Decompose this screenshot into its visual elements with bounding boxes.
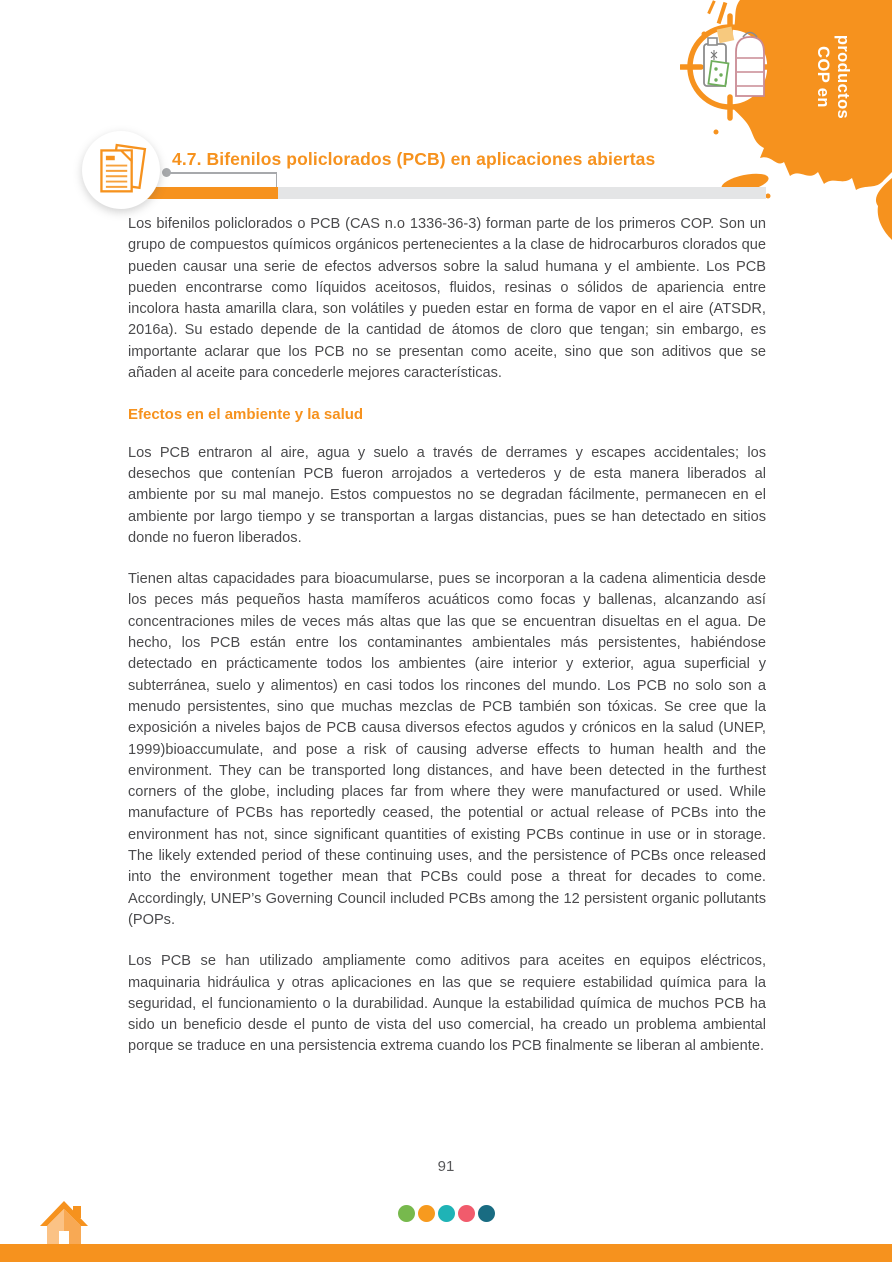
section-header-badge xyxy=(82,131,160,209)
footer-dot xyxy=(458,1205,475,1222)
footer-dot xyxy=(438,1205,455,1222)
footer-dot xyxy=(478,1205,495,1222)
section-progress-bar-filled xyxy=(140,187,278,199)
home-button[interactable] xyxy=(38,1201,90,1245)
header-connector-dot xyxy=(162,168,171,177)
documents-icon xyxy=(89,138,153,202)
corner-tab-line1: COP en xyxy=(813,46,832,108)
page-number: 91 xyxy=(437,1158,455,1175)
subsection-heading: Efectos en el ambiente y la salud xyxy=(128,406,364,424)
footer-dot xyxy=(418,1205,435,1222)
paragraph-effects-1: Los PCB entraron al aire, agua y suelo a través de derrames y escapes accidentales; los desechos que contenían PCB fueron arrojados a vertederos y de esta manera liberados al ambiente por su mal manejo. Estos compuestos no se degradan fácilmente, permanecen en el ambiente por largo tiempo y se transportan a largas distancias, pues se han detectado en sitios donde no fueron liberados. xyxy=(128,444,766,546)
header-connector-line-vertical xyxy=(276,172,278,187)
bottom-accent-bar xyxy=(0,1244,892,1262)
footer-dot xyxy=(398,1205,415,1222)
corner-tab-line2: productos xyxy=(833,34,852,120)
paragraph-uses: Los PCB se han utilizado ampliamente como aditivos para aceites en equipos eléctricos, maquinaria hidráulica y otras aplicaciones en las que se requiere estabilidad química para la seguridad, el funcionamiento o la durabilidad. Aunque la estabilidad química de muchos PCB ha sido un beneficio desde el punto de vista del uso comercial, ha creado un problema ambiental porque se traduce en una persistencia extrema cuando los PCB finalmente se liberan al ambiente. xyxy=(128,953,766,1055)
home-icon xyxy=(38,1201,90,1245)
paragraph-intro: Los bifenilos policlorados o PCB (CAS n.o 1336-36-3) forman parte de los primeros COP. Son un grupo de compuestos químicos orgánicos pertenecientes a la clase de hidrocarburos clorados que pueden causar una serie de efectos adversos sobre la salud humana y el ambiente. Los PCB pueden encontrarse como líquidos aceitosos, fluidos, resinas o sólidos de apariencia entre incolora hasta amarilla clara, son volátiles y pueden estar en forma de vapor en el aire (ATSDR, 2016a). Su estado depende de la cantidad de átomos de cloro que tengan; sin embargo, es importante aclarar que los PCB no se presentan como aceite, sino que son aditivos que se añaden al aceite para concederle mejores características. xyxy=(128,216,766,382)
header-connector-line xyxy=(168,172,277,174)
corner-chapter-tab[interactable] xyxy=(771,15,892,139)
footer-dots xyxy=(0,1204,892,1222)
paragraph-effects-2: Tienen altas capacidades para bioacumularse, pues se incorporan a la cadena alimenticia desde los peces más pequeños hasta mamíferos acuáticos como focas y ballenas, alcanzando así concentraciones miles de veces más altas que las que se encuentran disueltas en el agua. De hecho, los PCB están entre los contaminantes ambientales más persistentes, habiéndose detectado en prácticamente todos los ambientes (aire interior y exterior, agua superficial y subterránea, suelo y alimentos) en casi todos los rincones del mundo. Los PCB no solo son a menudo persistentes, sino que muchas mezclas de PCB también son tóxicas. Se cree que la exposición a niveles bajos de PCB causa diversos efectos agudos y crónicos en la salud (UNEP, 1999)bioaccumulate, and pose a risk of causing adverse effects to human health and the environment. They can be transported long distances, and have been detected in the furthest corners of the globe, including places far from where they were manufactured or used. While manufacture of PCBs has reportedly ceased, the potential or actual release of PCBs into the environment has not, since significant quantities of existing PCBs continue in use or in storage. The likely extended period of these continuing uses, and the persistence of PCBs once released into the environment together mean that PCBs could pose a threat for decades to come. Accordingly, UNEP’s Governing Council included PCBs among the 12 persistent organic pollutants (POPs. xyxy=(128,571,766,928)
section-title: 4.7. Bifenilos policlorados (PCB) en aplicaciones abiertas xyxy=(172,149,656,169)
article-body xyxy=(128,214,766,1058)
section-progress-bar-track xyxy=(278,187,766,199)
